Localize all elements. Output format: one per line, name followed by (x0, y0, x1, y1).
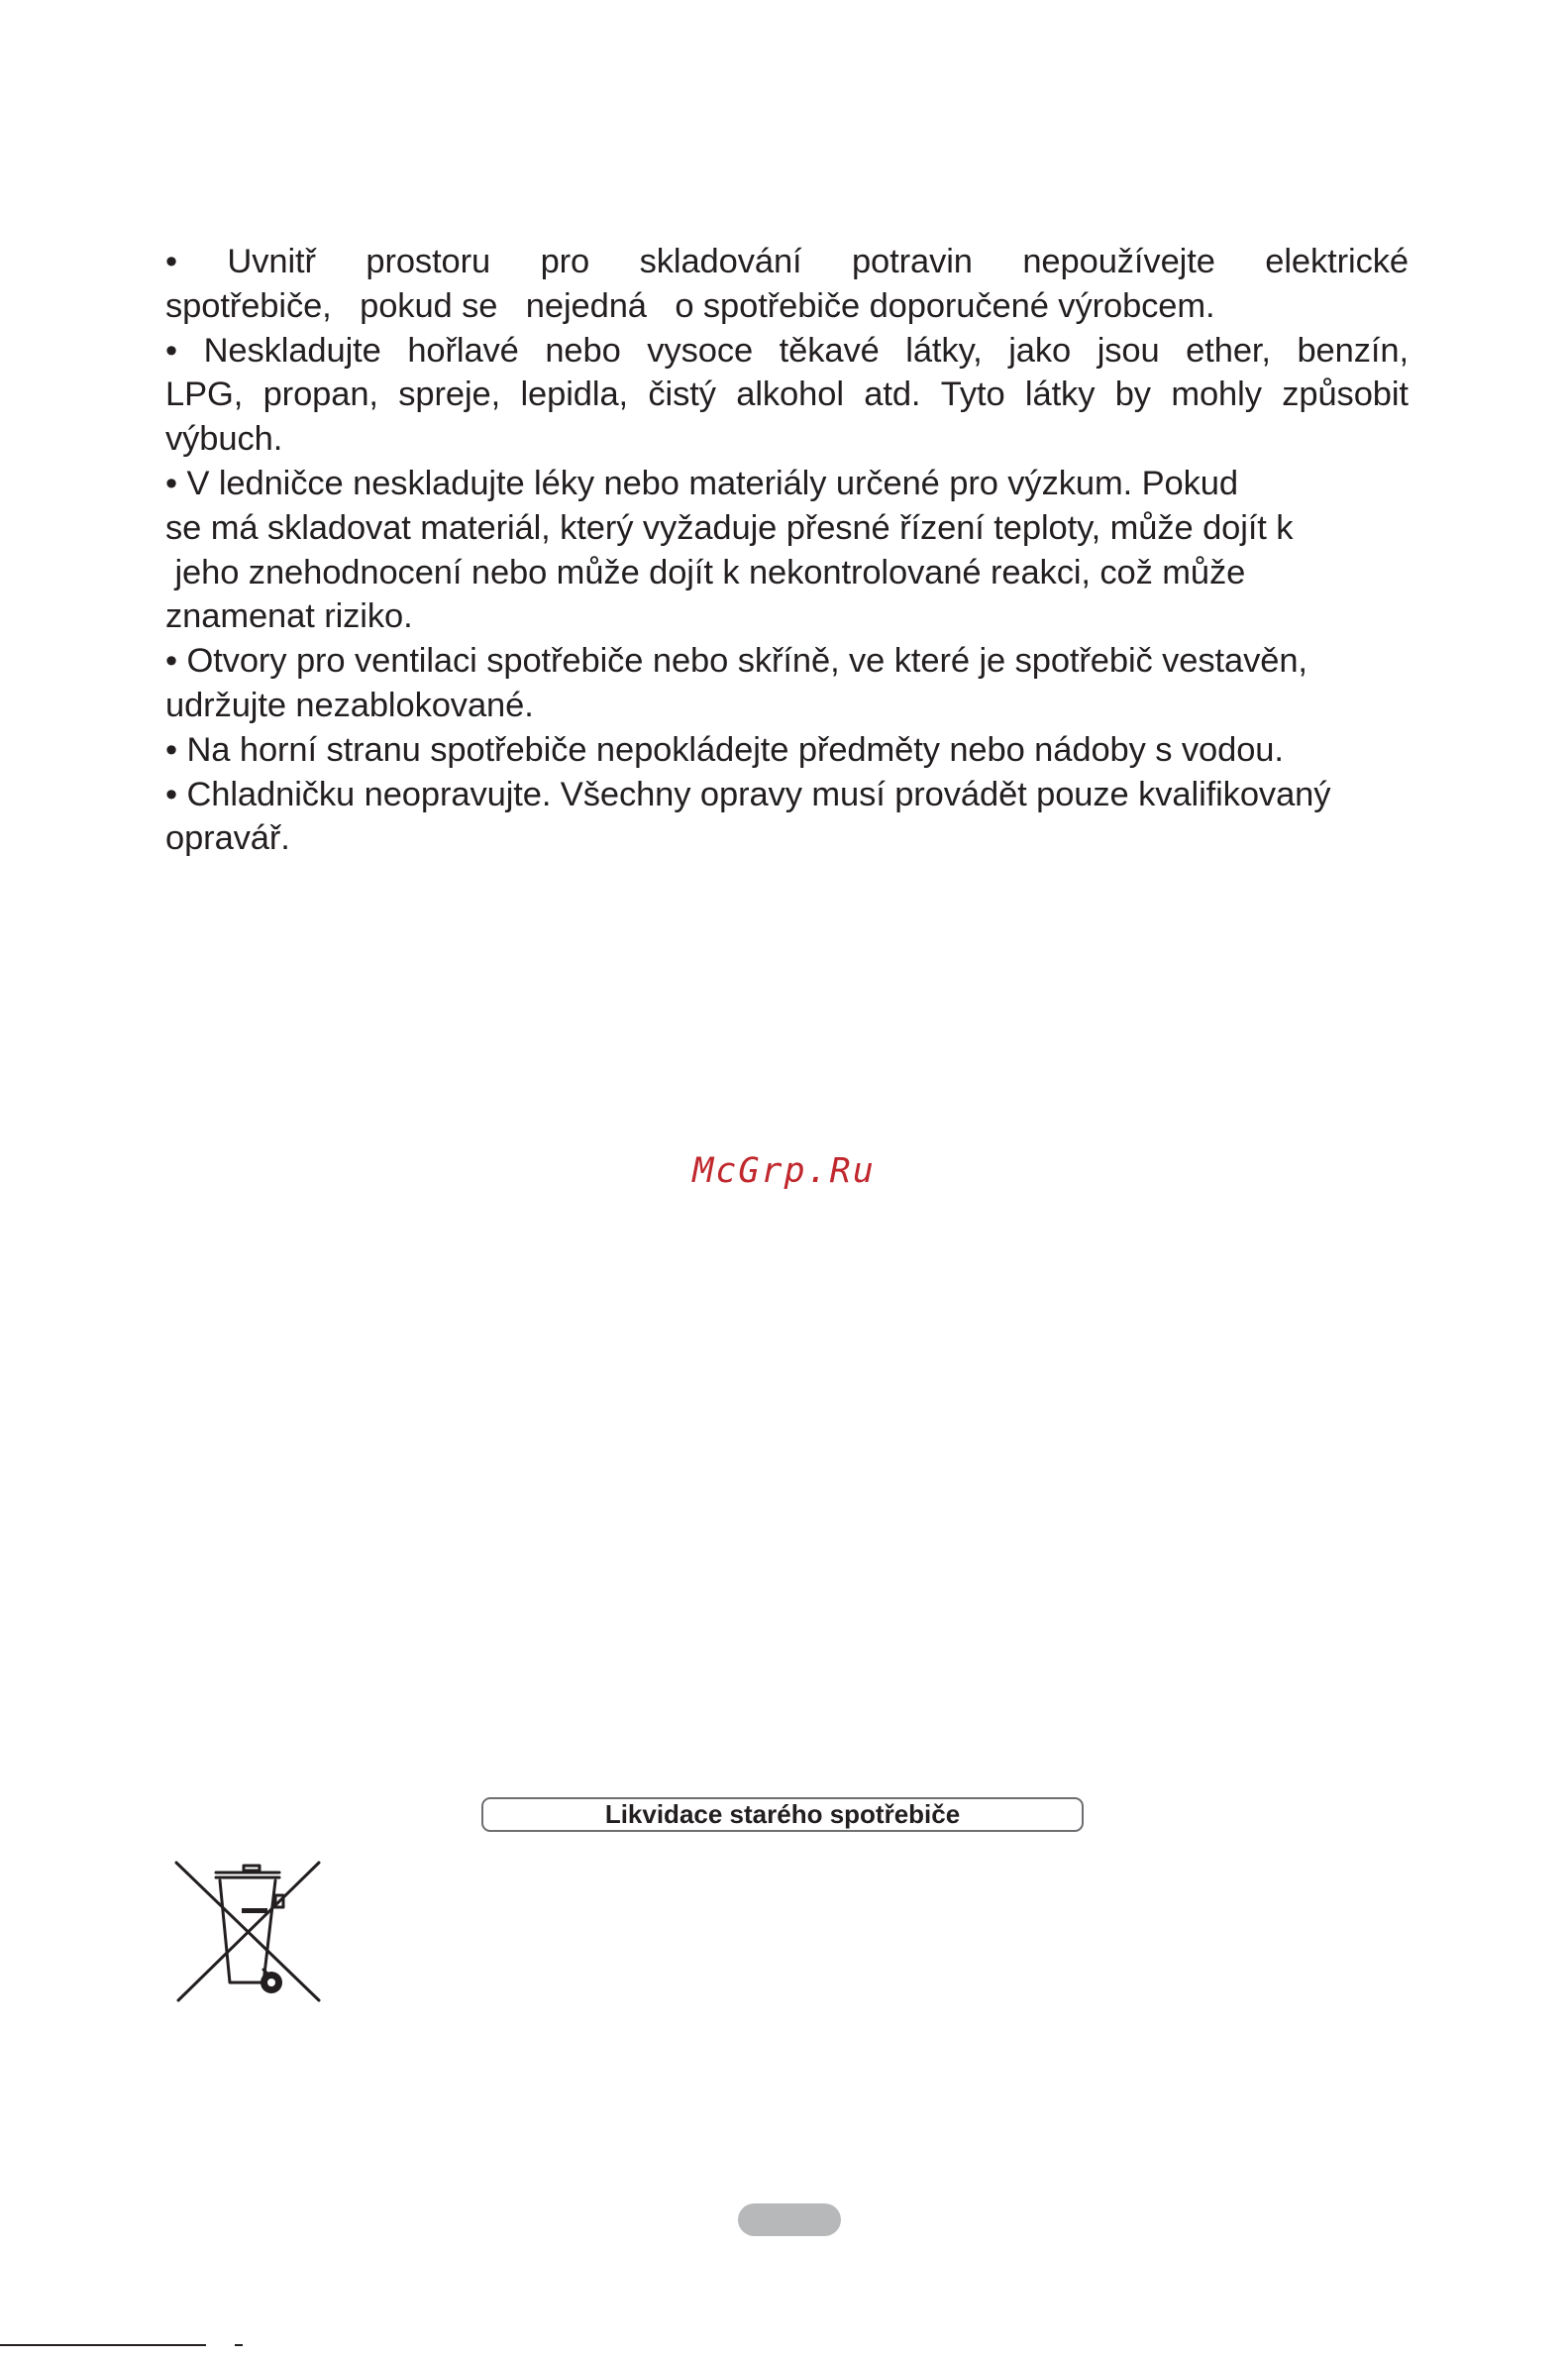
word: skladování (639, 243, 802, 280)
word: benzín, (1297, 331, 1409, 370)
word: pro (540, 243, 590, 280)
word: vysoce (647, 331, 754, 370)
word: jsou (1097, 331, 1160, 370)
instruction-line-9: znamenat riziko. (165, 597, 413, 636)
instruction-line-13: • Chladničku neopravujte. Všechny opravy musí provádět pouze kvalifikovaný (165, 775, 1331, 813)
crossed-out-wheelie-bin-icon (172, 1859, 323, 2005)
instruction-line-7: se má skladovat materiál, který vyžaduje přesné řízení teploty, může dojít k (165, 508, 1294, 547)
bullet: • (165, 331, 177, 370)
word: těkavé (779, 331, 880, 370)
instruction-line-2: spotřebiče, pokud se nejedná o spotřebiče doporučené výrobcem. (165, 286, 1215, 325)
footer-rule (0, 2344, 206, 2346)
word: alkohol (736, 375, 844, 414)
bullet: • (165, 243, 177, 280)
word: mohly (1171, 375, 1262, 414)
word: čistý (648, 375, 716, 414)
word: spreje, (398, 375, 501, 414)
word: látky, (905, 331, 983, 370)
word: LPG, (165, 375, 244, 414)
disposal-heading: Likvidace starého spotřebiče (481, 1797, 1084, 1832)
word: nepoužívejte (1022, 243, 1215, 280)
word: by (1114, 375, 1151, 414)
instruction-line-8: jeho znehodnocení nebo může dojít k nekontrolované reakci, což může (165, 553, 1246, 591)
word: ether, (1186, 331, 1271, 370)
instruction-line-14: opravář. (165, 819, 290, 858)
instruction-line-11: udržujte nezablokované. (165, 686, 534, 724)
word: Tyto (940, 375, 1005, 414)
word: elektrické (1265, 243, 1409, 280)
page-number-tab (738, 2203, 841, 2236)
word: Uvnitř (227, 243, 316, 280)
safety-instructions (165, 240, 1409, 861)
word: nebo (545, 331, 621, 370)
word: prostoru (366, 243, 491, 280)
instruction-line-6: • V ledničce neskladujte léky nebo materiály určené pro výzkum. Pokud (165, 464, 1238, 502)
word: jako (1008, 331, 1072, 370)
footer-tick (235, 2344, 243, 2346)
instruction-line-5: výbuch. (165, 420, 283, 459)
watermark: McGrp.Ru (692, 1151, 876, 1191)
instruction-line-12: • Na horní stranu spotřebiče nepokládejte předměty nebo nádoby s vodou. (165, 730, 1284, 769)
word: látky (1024, 375, 1096, 414)
word: atd. (864, 375, 921, 414)
instruction-line-3 (165, 329, 1409, 374)
word: propan, (262, 375, 378, 414)
word: potravin (851, 243, 973, 280)
instruction-line-4 (165, 373, 1409, 417)
word: způsobit (1282, 375, 1409, 414)
word: hořlavé (407, 331, 519, 370)
instruction-line-1 (165, 240, 1409, 284)
word: lepidla, (520, 375, 629, 414)
instruction-line-10: • Otvory pro ventilaci spotřebiče nebo skříně, ve které je spotřebič vestavěn, (165, 642, 1307, 681)
word: Neskladujte (203, 331, 381, 370)
